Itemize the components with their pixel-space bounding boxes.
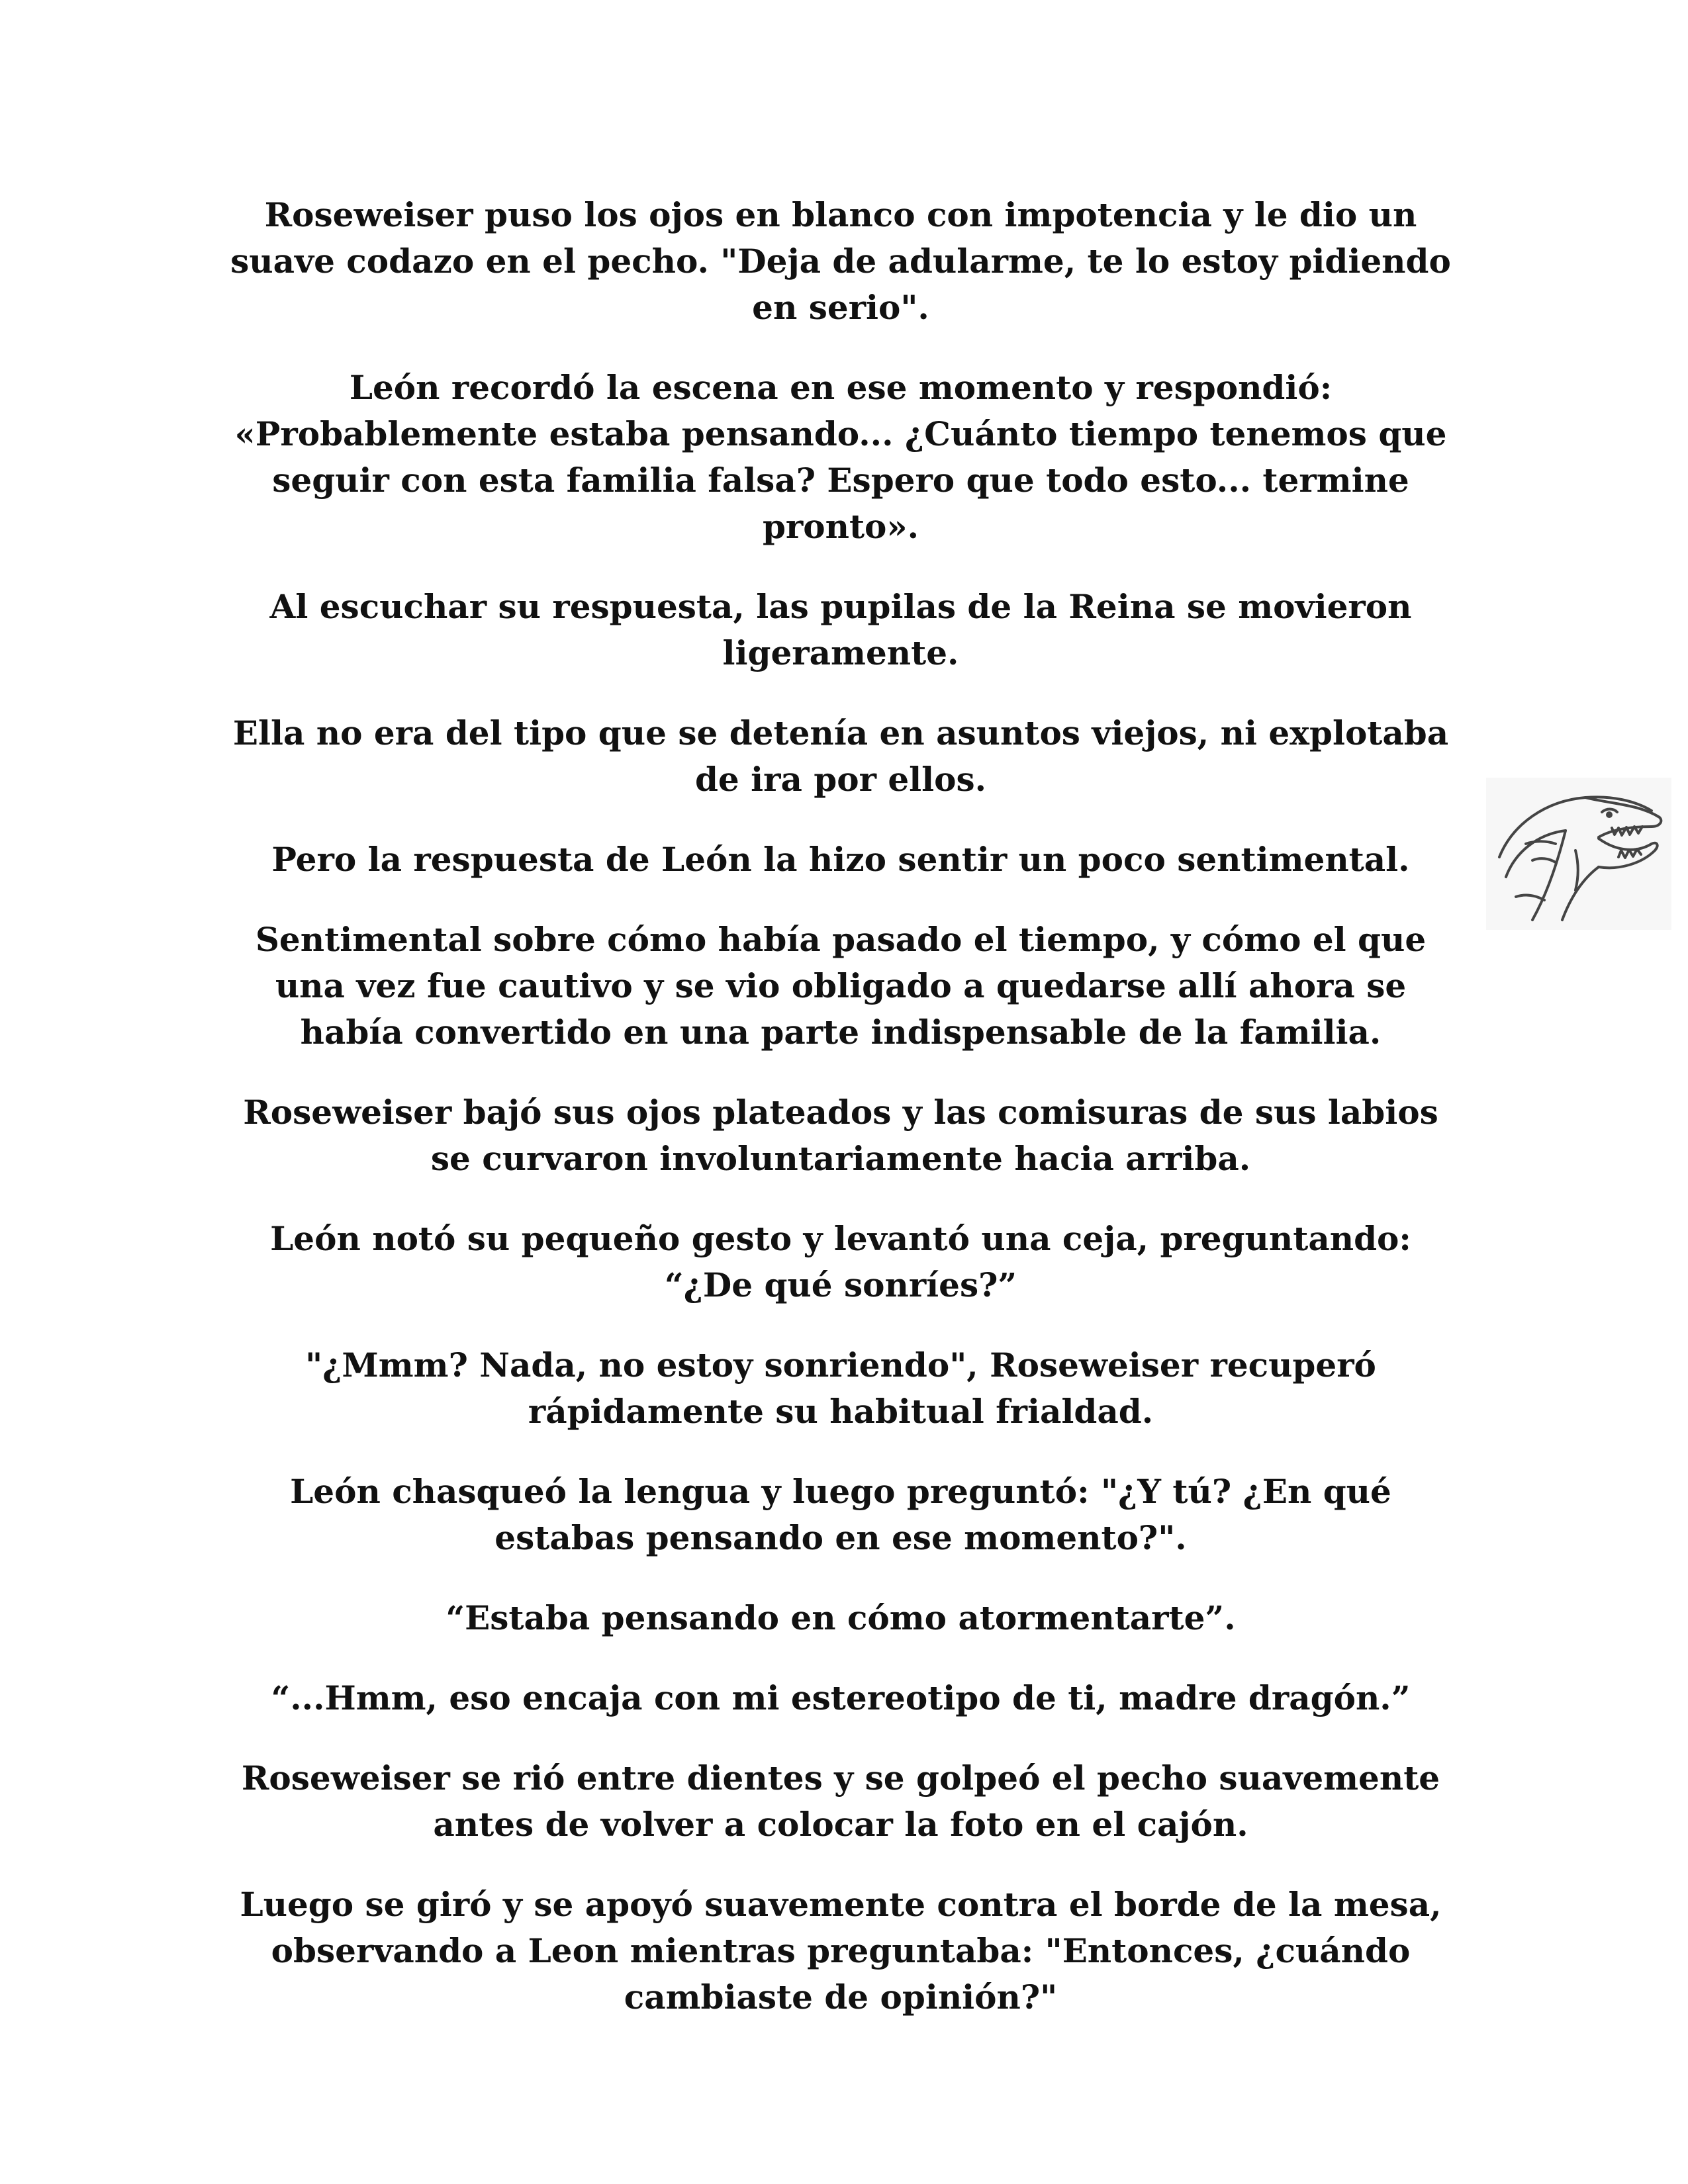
- paragraph: Roseweiser puso los ojos en blanco con impotencia y le dio un suave codazo en el pecho. "Deja de adularme, te lo estoy pidiendo en serio".: [230, 195, 1451, 327]
- paragraph: Ella no era del tipo que se detenía en asuntos viejos, ni explotaba de ira por ellos.: [232, 713, 1449, 799]
- paragraph: León notó su pequeño gesto y levantó una ceja, preguntando: “¿De qué sonríes?”: [270, 1219, 1411, 1304]
- dinosaur-sketch-icon: [1486, 778, 1671, 930]
- paragraph: "¿Mmm? Nada, no estoy sonriendo", Roseweiser recuperó rápidamente su habitual frialdad.: [305, 1345, 1376, 1431]
- paragraph: Roseweiser se rió entre dientes y se golpeó el pecho suavemente antes de volver a colocar la foto en el cajón.: [241, 1758, 1440, 1844]
- paragraph: Luego se giró y se apoyó suavemente contra el borde de la mesa, observando a Leon mientras preguntaba: "Entonces, ¿cuándo cambiaste de opinión?": [240, 1885, 1442, 2017]
- paragraph: Al escuchar su respuesta, las pupilas de la Reina se movieron ligeramente.: [269, 587, 1412, 672]
- paragraph: “...Hmm, eso encaja con mi estereotipo de ti, madre dragón.”: [271, 1678, 1411, 1717]
- paragraph: León chasqueó la lengua y luego preguntó: "¿Y tú? ¿En qué estabas pensando en ese momento?".: [290, 1472, 1391, 1557]
- paragraph: Roseweiser bajó sus ojos plateados y las comisuras de sus labios se curvaron involuntariamente hacia arriba.: [243, 1093, 1438, 1178]
- paragraph: Pero la respuesta de León la hizo sentir un poco sentimental.: [271, 840, 1410, 879]
- paragraph: “Estaba pensando en cómo atormentarte”.: [445, 1598, 1236, 1637]
- paragraph: Sentimental sobre cómo había pasado el tiempo, y cómo el que una vez fue cautivo y se vio obligado a quedarse allí ahora se había convertido en una parte indispensable de la familia.: [255, 920, 1427, 1052]
- paragraph: León recordó la escena en ese momento y respondió: «Probablemente estaba pensando... ¿Cuánto tiempo tenemos que seguir con esta familia falsa? Espero que todo esto... termine pronto».: [234, 368, 1447, 546]
- story-text: [225, 192, 1456, 2054]
